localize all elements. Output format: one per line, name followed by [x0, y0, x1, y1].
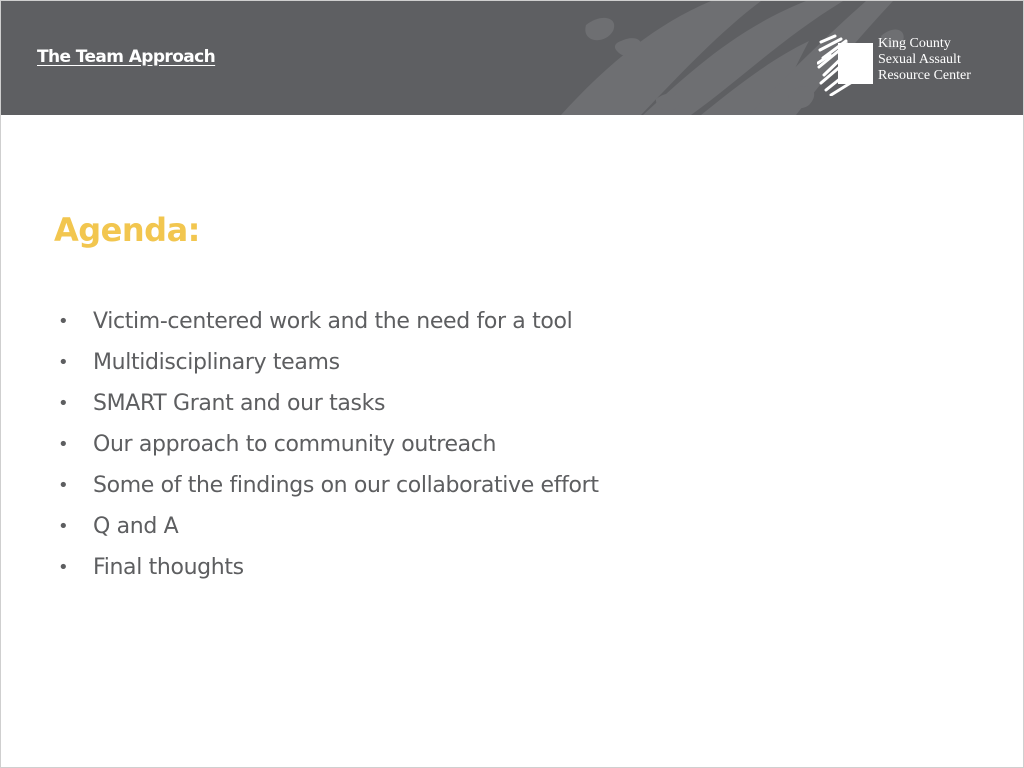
agenda-item-text: Victim-centered work and the need for a tool	[93, 309, 573, 334]
bullet-icon: •	[58, 434, 69, 455]
header-title: The Team Approach	[37, 47, 216, 67]
bullet-icon: •	[58, 393, 69, 414]
agenda-item	[54, 386, 599, 427]
agenda-item	[54, 468, 599, 509]
agenda-item	[54, 509, 599, 550]
agenda-item	[54, 550, 599, 591]
agenda-heading: Agenda:	[54, 211, 200, 249]
organization-name	[878, 36, 971, 84]
organization-name-line-1: King County	[878, 36, 951, 51]
bullet-icon: •	[58, 311, 69, 332]
bullet-icon: •	[58, 475, 69, 496]
agenda-item-text: Our approach to community outreach	[93, 432, 497, 457]
slide-header	[1, 1, 1023, 115]
agenda-item	[54, 345, 599, 386]
bullet-icon: •	[58, 557, 69, 578]
agenda-item-text: SMART Grant and our tasks	[93, 391, 386, 416]
bullet-icon: •	[58, 352, 69, 373]
scribble-logo-icon	[817, 34, 875, 96]
agenda-item	[54, 427, 599, 468]
agenda-item-text: Q and A	[93, 514, 179, 539]
organization-name-line-2: Sexual Assault	[878, 52, 961, 67]
bullet-icon: •	[58, 516, 69, 537]
agenda-item-text: Some of the findings on our collaborative effort	[93, 473, 599, 498]
agenda-item	[54, 304, 599, 345]
agenda-item-text: Final thoughts	[93, 555, 244, 580]
agenda-item-text: Multidisciplinary teams	[93, 350, 340, 375]
agenda-list	[54, 304, 599, 591]
organization-name-line-3: Resource Center	[878, 68, 971, 83]
organization-logo	[817, 34, 1007, 96]
